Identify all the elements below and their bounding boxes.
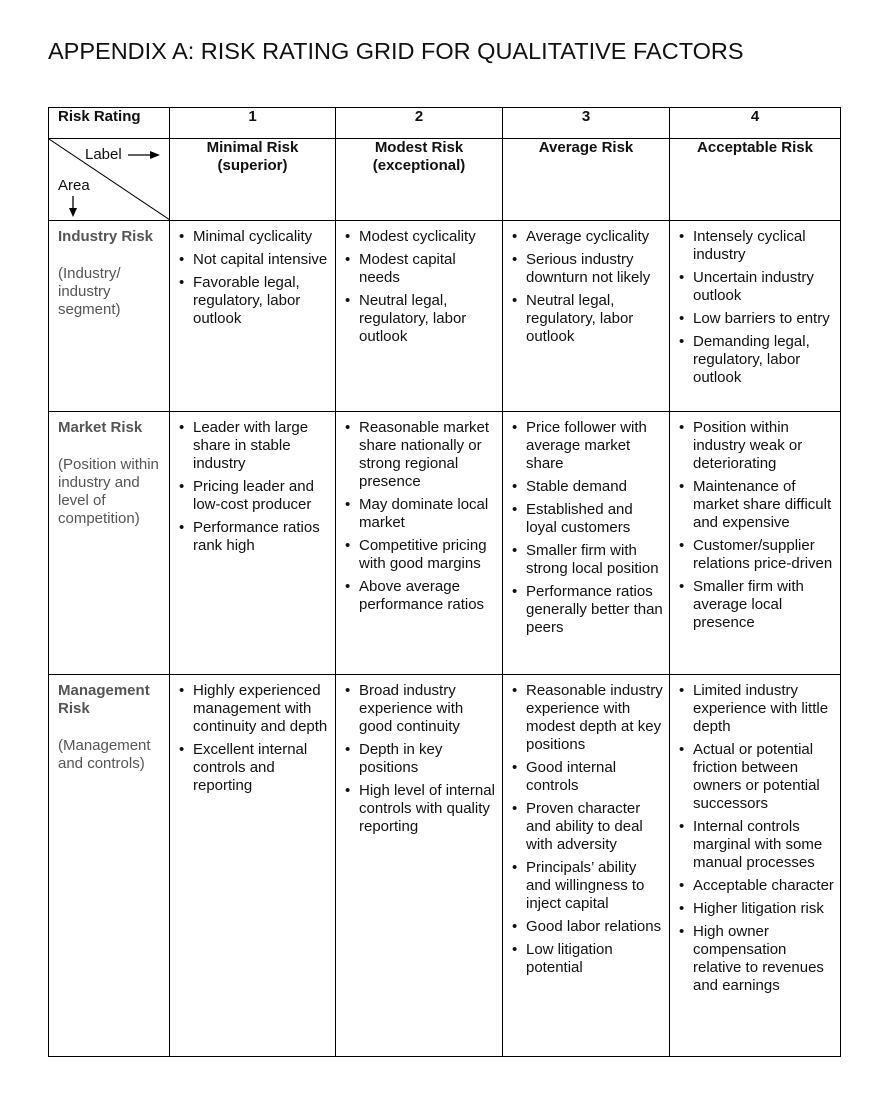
criteria-item: • Maintenance of market share difficult and expensive [678,478,834,532]
rating-2: 2 [336,108,503,139]
criteria-list [670,412,840,643]
criteria-cell [170,412,336,675]
criteria-item: • Reasonable industry experience with modest depth at key positions [511,682,663,754]
criteria-item: • Neutral legal, regulatory, labor outlook [344,292,496,346]
criteria-list [336,221,502,357]
criteria-item: • Serious industry downturn not likely [511,251,663,287]
risk-level-minimal [170,139,336,221]
industry-risk-row [49,221,841,412]
criteria-list [336,675,502,847]
criteria-item: • Stable demand [511,478,663,496]
level-note: (exceptional) [372,157,466,174]
rating-header-row [49,108,841,139]
criteria-item: • Smaller firm with average local presence [678,578,834,632]
criteria-item: • Above average performance ratios [344,578,496,614]
rating-3: 3 [503,108,670,139]
label-area-corner [49,139,170,221]
criteria-cell [170,221,336,412]
category-description: (Position within industry and level of competition) [58,456,159,527]
criteria-item: • Good internal controls [511,759,663,795]
criteria-item: • Demanding legal, regulatory, labor outlook [678,333,834,387]
criteria-cell [503,675,670,1057]
level-name: Average Risk [538,139,634,156]
criteria-cell [170,675,336,1057]
risk-level-row [49,139,841,221]
criteria-item: • Competitive pricing with good margins [344,537,496,573]
criteria-item: • May dominate local market [344,496,496,532]
category-name: Management Risk [58,682,150,717]
risk-rating-grid [48,107,841,1057]
criteria-item: • Minimal cyclicality [178,228,329,246]
category-description: (Management and controls) [58,737,151,772]
criteria-cell [503,412,670,675]
level-name: Acceptable Risk [697,139,813,156]
criteria-cell [670,675,841,1057]
criteria-item: • Uncertain industry outlook [678,269,834,305]
criteria-item: • Acceptable character [678,877,834,895]
label-caption: Label [85,146,122,163]
risk-level-modest [336,139,503,221]
criteria-item: • High owner compensation relative to revenues and earnings [678,923,834,995]
category-name: Market Risk [58,419,143,436]
criteria-cell [503,221,670,412]
rating-1: 1 [170,108,336,139]
criteria-list [170,412,335,566]
criteria-item: • Average cyclicality [511,228,663,246]
criteria-cell [336,221,503,412]
criteria-item: • Principals’ ability and willingness to inject capital [511,859,663,913]
rating-4: 4 [670,108,841,139]
risk-level-acceptable [670,139,841,221]
criteria-item: • Favorable legal, regulatory, labor outlook [178,274,329,328]
level-note: (superior) [217,157,288,174]
criteria-item: • Modest cyclicality [344,228,496,246]
criteria-item: • Good labor relations [511,918,663,936]
level-name: Modest Risk [374,139,464,156]
category-cell [49,412,170,675]
criteria-item: • Neutral legal, regulatory, labor outlook [511,292,663,346]
criteria-item: • Low barriers to entry [678,310,834,328]
category-cell [49,675,170,1057]
level-name: Minimal Risk [206,139,299,156]
criteria-list [503,675,669,988]
criteria-item: • Higher litigation risk [678,900,834,918]
criteria-item: • Customer/supplier relations price-driven [678,537,834,573]
criteria-item: • Established and loyal customers [511,501,663,537]
criteria-item: • Low litigation potential [511,941,663,977]
criteria-item: • Leader with large share in stable industry [178,419,329,473]
criteria-item: • Position within industry weak or deteriorating [678,419,834,473]
criteria-list [503,221,669,357]
criteria-list [170,221,335,339]
market-risk-row [49,412,841,675]
criteria-cell [336,412,503,675]
criteria-item: • Limited industry experience with little depth [678,682,834,736]
criteria-cell [670,221,841,412]
criteria-item: • Internal controls marginal with some manual processes [678,818,834,872]
criteria-item: • Actual or potential friction between owners or potential successors [678,741,834,813]
category-cell [49,221,170,412]
criteria-item: • Performance ratios rank high [178,519,329,555]
criteria-item: • Modest capital needs [344,251,496,287]
risk-rating-label: Risk Rating [49,108,170,139]
criteria-item: • High level of internal controls with quality reporting [344,782,496,836]
right-arrow-icon-head [150,151,160,159]
risk-level-average [503,139,670,221]
criteria-item: • Pricing leader and low-cost producer [178,478,329,514]
criteria-item: • Reasonable market share nationally or strong regional presence [344,419,496,491]
criteria-item: • Price follower with average market share [511,419,663,473]
criteria-list [336,412,502,625]
category-description: (Industry/ industry segment) [58,265,121,318]
page-title: APPENDIX A: RISK RATING GRID FOR QUALITATIVE FACTORS [48,38,744,64]
category-name: Industry Risk [58,228,154,245]
criteria-item: • Depth in key positions [344,741,496,777]
criteria-list [670,221,840,398]
criteria-item: • Proven character and ability to deal with adversity [511,800,663,854]
criteria-item: • Not capital intensive [178,251,329,269]
criteria-item: • Performance ratios generally better than peers [511,583,663,637]
criteria-cell [670,412,841,675]
criteria-item: • Broad industry experience with good continuity [344,682,496,736]
criteria-list [170,675,335,806]
criteria-cell [336,675,503,1057]
criteria-item: • Intensely cyclical industry [678,228,834,264]
down-arrow-icon-head [69,208,77,217]
area-caption: Area [58,177,90,194]
criteria-item: • Smaller firm with strong local position [511,542,663,578]
criteria-list [670,675,840,1006]
criteria-list [503,412,669,648]
criteria-item: • Highly experienced management with continuity and depth [178,682,329,736]
criteria-item: • Excellent internal controls and reporting [178,741,329,795]
management-risk-row [49,675,841,1057]
